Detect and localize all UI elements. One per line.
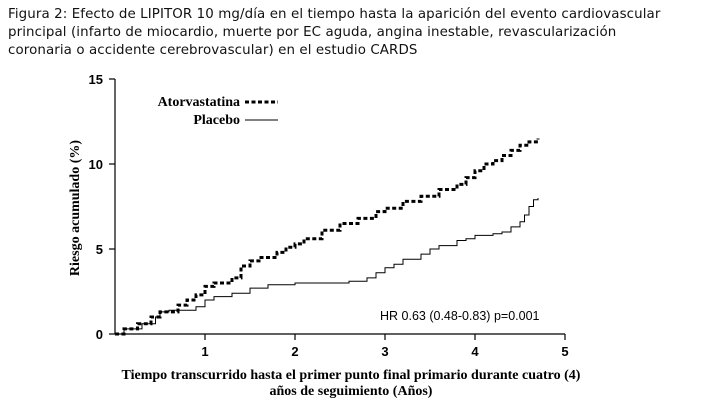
y-tick-label: 0 <box>95 327 103 342</box>
hazard-ratio-annotation: HR 0.63 (0.48-0.83) p=0.001 <box>380 309 540 323</box>
x-axis-title-line-2: años de seguimiento (Años) <box>269 384 433 399</box>
x-tick-label: 5 <box>561 344 569 359</box>
y-tick-label: 15 <box>88 72 103 87</box>
x-tick-label: 4 <box>471 344 479 359</box>
x-tick-label: 2 <box>291 344 299 359</box>
caption-line-3: coronaria o accidente cerebrovascular) en el estudio CARDS <box>8 43 418 58</box>
x-tick-label: 1 <box>201 344 209 359</box>
legend-label: Placebo <box>193 113 240 128</box>
caption-line-2: principal (infarto de miocardio, muerte por EC aguda, angina inestable, revascularización <box>8 25 617 40</box>
chart-series <box>115 139 538 335</box>
x-axis-title-line-1: Tiempo transcurrido hasta el primer punto final primario durante cuatro (4) <box>121 368 581 383</box>
y-tick-label: 5 <box>95 242 103 257</box>
y-axis-title: Riesgo acumulado (%) <box>68 139 83 277</box>
chart-legend <box>158 95 278 128</box>
caption-line-1: Figura 2: Efecto de LIPITOR 10 mg/día en el tiempo hasta la aparición del evento cardiovascular <box>8 7 661 22</box>
y-tick-label: 10 <box>88 157 103 172</box>
x-tick-label: 3 <box>381 344 389 359</box>
legend-label: Atorvastatina <box>157 95 240 110</box>
